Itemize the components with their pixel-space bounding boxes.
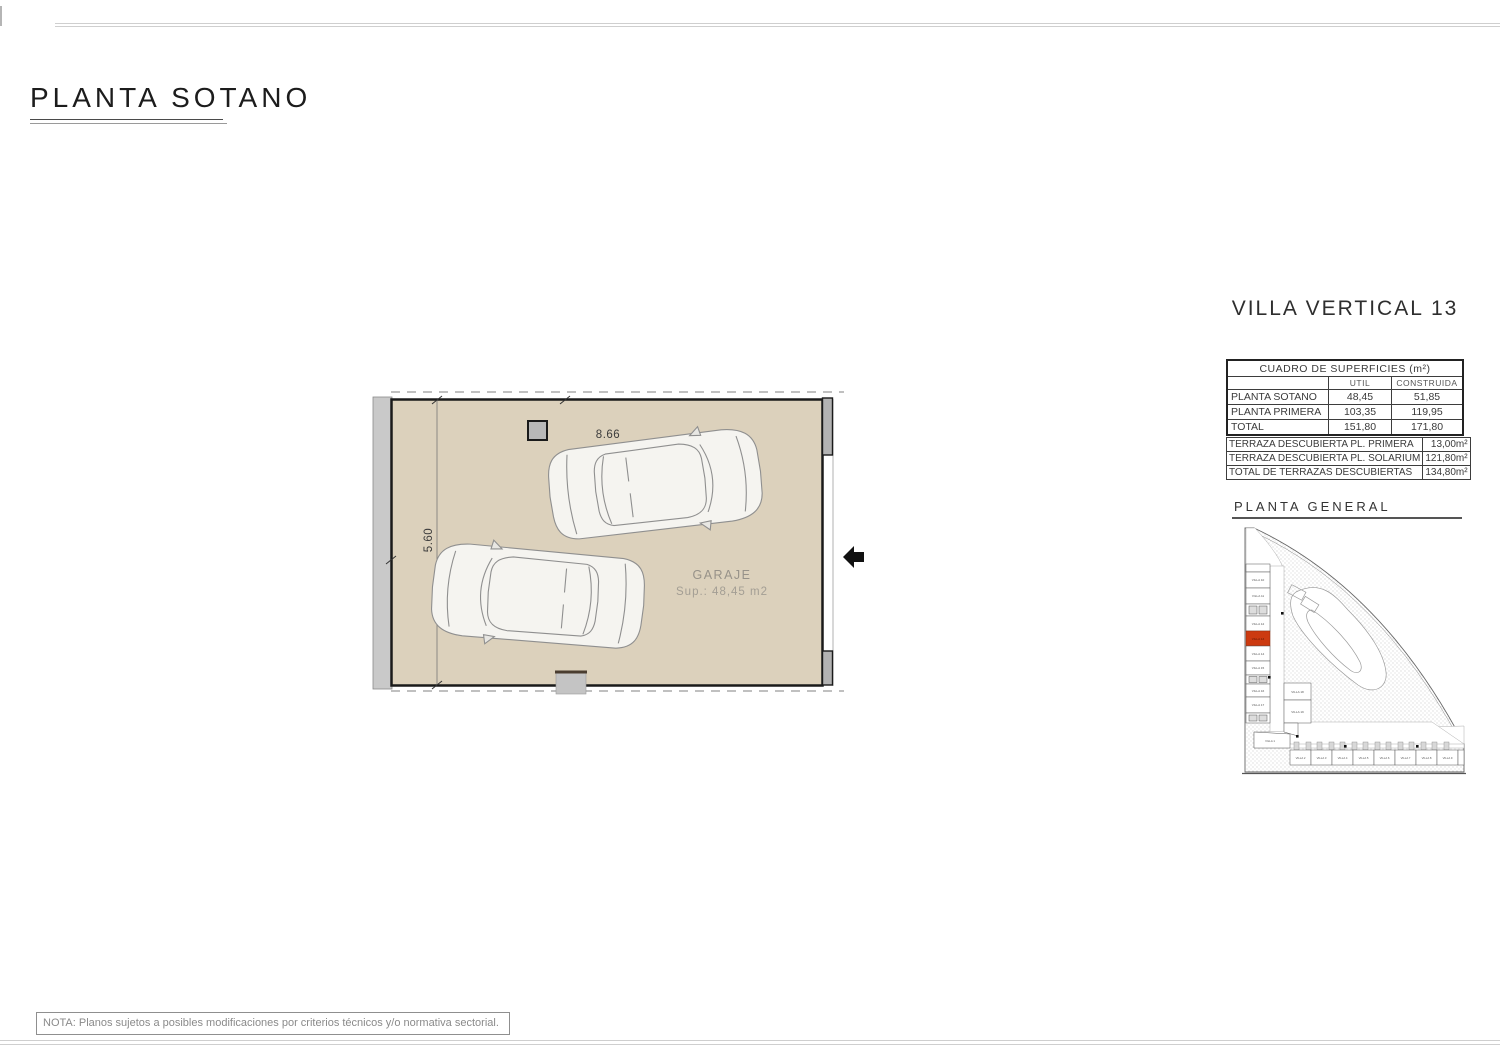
svg-text:VILLA 9: VILLA 9	[1442, 756, 1453, 760]
site-plan-title: PLANTA GENERAL	[1234, 499, 1391, 514]
right-wall-upper	[823, 398, 833, 455]
top-rule-2	[55, 26, 1500, 27]
row-util: 103,35	[1329, 405, 1392, 420]
row-label: PLANTA SOTANO	[1227, 390, 1329, 405]
row-label: TOTAL	[1227, 420, 1329, 436]
column	[528, 421, 547, 440]
row-construida: 51,85	[1392, 390, 1464, 405]
svg-text:VILLA 3: VILLA 3	[1316, 756, 1327, 760]
bottom-door-stub	[556, 672, 586, 694]
svg-text:VILLA 6: VILLA 6	[1379, 756, 1390, 760]
row-label: PLANTA PRIMERA	[1227, 405, 1329, 420]
note-text: NOTA: Planos sujetos a posibles modificaciones por criterios técnicos y/o normativa sectorial.	[43, 1017, 499, 1029]
surfaces-col-util: UTIL	[1329, 377, 1392, 390]
surfaces-table-title: CUADRO DE SUPERFICIES (m²)	[1227, 360, 1463, 377]
row-label: TOTAL DE TERRAZAS DESCUBIERTAS	[1227, 466, 1423, 480]
dim-width-label: 8.66	[595, 429, 621, 441]
svg-text:VILLA 16: VILLA 16	[1251, 689, 1265, 693]
note-box	[36, 1012, 510, 1035]
row-construida: 171,80	[1392, 420, 1464, 436]
table-row	[1227, 452, 1471, 466]
room-area-label: Sup.: 48,45 m2	[676, 586, 768, 598]
site-plan-title-underline	[1232, 517, 1462, 519]
table-row	[1227, 420, 1463, 436]
svg-text:VILLA 8: VILLA 8	[1421, 756, 1432, 760]
top-rule-1	[55, 23, 1500, 24]
left-villa-column	[1246, 564, 1270, 723]
villa-title: VILLA VERTICAL 13	[1231, 297, 1459, 320]
row-util: 151,80	[1329, 420, 1392, 436]
left-party-wall	[373, 397, 392, 689]
surfaces-table	[1226, 359, 1464, 436]
table-row	[1227, 405, 1463, 420]
page-title: PLANTA SOTANO	[30, 82, 312, 113]
table-row	[1227, 466, 1471, 480]
svg-text:VILLA 1: VILLA 1	[1265, 739, 1275, 743]
svg-text:VILLA 12: VILLA 12	[1251, 622, 1265, 626]
page-corner-tick	[0, 6, 2, 26]
svg-text:VILLA 17: VILLA 17	[1251, 703, 1265, 707]
dim-depth-label: 5.60	[423, 527, 435, 553]
svg-text:VILLA 18: VILLA 18	[1291, 690, 1304, 694]
right-wall-lower	[823, 651, 833, 685]
title-underline	[30, 119, 223, 120]
svg-text:VILLA 15: VILLA 15	[1251, 666, 1265, 670]
room-name-label: GARAJE	[692, 568, 752, 582]
garage-floor-plan	[370, 388, 870, 708]
title-underline-2	[30, 123, 227, 124]
svg-text:VILLA 4: VILLA 4	[1337, 756, 1348, 760]
row-label: TERRAZA DESCUBIERTA PL. PRIMERA	[1227, 438, 1423, 452]
row-value: 13,00m²	[1423, 438, 1470, 452]
table-row	[1227, 390, 1463, 405]
svg-text:VILLA 2: VILLA 2	[1295, 756, 1306, 760]
surfaces-col-empty	[1227, 377, 1329, 390]
highlighted-villa-label: VILLA 13	[1251, 637, 1265, 641]
terraces-table	[1226, 437, 1471, 480]
svg-text:VILLA 5: VILLA 5	[1358, 756, 1369, 760]
surfaces-col-construida: CONSTRUIDA	[1392, 377, 1464, 390]
bottom-rule-2	[0, 1044, 1500, 1045]
bottom-rule-1	[0, 1040, 1500, 1041]
svg-text:VILLA 11: VILLA 11	[1251, 594, 1265, 598]
row-value: 121,80m²	[1423, 452, 1470, 466]
table-row	[1227, 438, 1471, 452]
svg-text:VILLA 14: VILLA 14	[1251, 652, 1265, 656]
row-label: TERRAZA DESCUBIERTA PL. SOLARIUM	[1227, 452, 1423, 466]
row-construida: 119,95	[1392, 405, 1464, 420]
svg-text:VILLA 10: VILLA 10	[1251, 578, 1265, 582]
entry-arrow-icon	[843, 546, 864, 568]
svg-text:VILLA 7: VILLA 7	[1400, 756, 1411, 760]
row-util: 48,45	[1329, 390, 1392, 405]
row-value: 134,80m²	[1423, 466, 1470, 480]
svg-text:VILLA 19: VILLA 19	[1291, 710, 1304, 714]
site-plan	[1232, 526, 1468, 776]
